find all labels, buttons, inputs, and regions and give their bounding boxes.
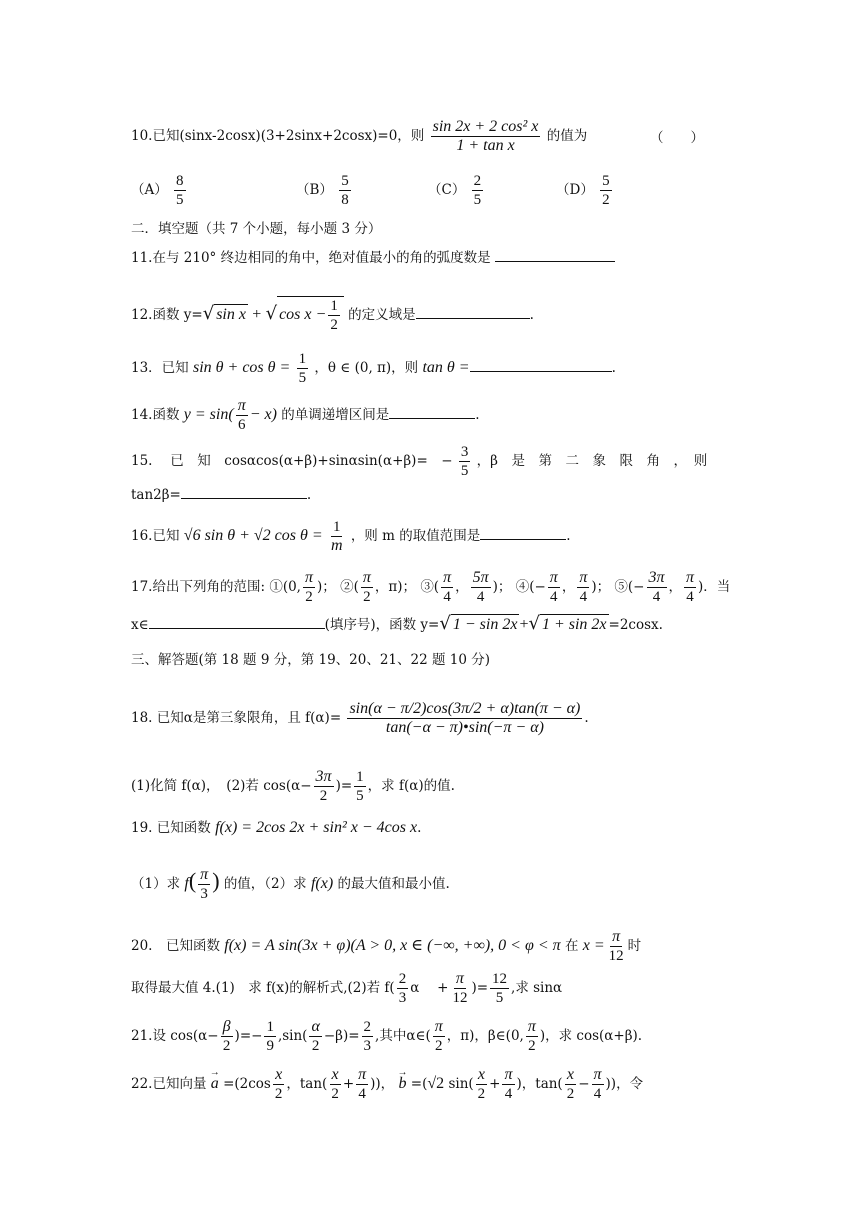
question-18: 18. 已知α是第三象限角，且 f(α)= $\frac{\sin(\alpha - \pi/2)\cos(3\pi/2 + \alpha)\tan(\pi - \alpha)}{\tan(-\alpha - \pi)•\sin(-\pi - \alpha)}$ . [131,700,589,736]
answer-blank[interactable] [470,357,612,372]
question-12: 12.函数 y=√ sin x + √ cos x − $\frac{1}{2}$ 的定义域是 . [131,298,534,333]
question-11: 11.在与 210° 终边相同的角中，绝对值最小的角的弧度数是 [131,247,615,268]
question-10 [131,118,587,155]
question-20-line2: 取得最大值 4.(1) 求 f(x)的解析式,(2)若 f( $\frac{2}{3}$ α + $\frac{\pi}{12}$ )= $\frac{12}{5}$ ,求 sinα [131,970,563,1006]
question-16: 16.已知 √6 sin θ + √2 cos θ = $\frac{1}{m}$ ，则 m 的取值范围是 . [131,519,571,554]
question-20: 20. 已知函数 f(x) = A sin(3x + φ)(A > 0, x ∈ (−∞, +∞), 0 < φ < π 在 x = $\frac{\pi}{12}$ 时 [131,928,642,964]
question-18-parts: (1)化简 f(α)， (2)若 cos(α− $\frac{3\pi}{2}$ )= $\frac{1}{5}$ ，求 f(α)的值. [131,768,455,804]
answer-blank[interactable] [480,525,566,540]
q10-choice-d: （D） $\frac{5}{2}$ [556,173,610,208]
vector-b: → b [398,1074,406,1094]
q10-choice-c: （C） $\frac{2}{5}$ [428,173,482,208]
answer-blank[interactable] [389,404,475,419]
q10-choice-a: （A） $\frac{8}{5}$ [131,173,184,208]
q10-choice-b: （B） $\frac{5}{8}$ [296,173,349,208]
section-3-heading: 三、解答题(第 18 题 9 分，第 19、20、21、22 题 10 分) [131,652,491,668]
question-14: 14.函数 y = sin( $\frac{\pi}{6}$ − x) 的单调递增区间是 . [131,397,480,433]
q10-stem: 10.已知(sinx-2cosx)(3+2sinx+2cosx)=0，则 [131,128,425,144]
answer-blank[interactable] [495,247,615,262]
question-17-line2: x∈ (填序号)，函数 y=√ 1 − sin 2x +√ 1 + sin 2x =2cosx. [131,613,663,634]
question-21: 21.设 cos(α− $\frac{\beta}{2}$ )=− $\frac{1}{9}$ ,sin( $\frac{\alpha}{2}$ −β)= $\frac{2}{3}$ ,其中α∈( $\frac{\pi}{2}$ ，π)，β∈(0, $\frac{\pi}{2}$ )，求 cos(α+β). [131,1018,643,1054]
q10-stem-end: 的值为 [546,128,588,144]
vector-a: → a [211,1074,219,1094]
question-17: 17.给出下列角的范围: ①(0, $\frac{\pi}{2}$ )； ②( $\frac{\pi}{2}$ ，π)； ③( $\frac{\pi}{4}$ ， $\frac{5\pi}{4}$ )； ④(− $\frac{\pi}{4}$ ， $\frac{\pi}{4}$ )； ⑤(− $\frac{3\pi}{4}$ ， $\frac{\pi}{4}$ )．当 [131,569,731,605]
question-19-parts: （1）求 f( $\frac{\pi}{3}$ ) 的值，（2）求 f(x) 的最大值和最小值. [131,866,450,902]
answer-blank[interactable] [416,304,530,319]
question-13: 13．已知 sin θ + cos θ = $\frac{1}{5}$ ，θ ∈ (0, π)，则 tan θ = . [131,351,616,386]
answer-blank[interactable] [181,484,307,499]
section-2-heading: 二．填空题（共 7 个小题，每小题 3 分） [131,221,382,237]
question-15-line2: tan2β= . [131,484,311,505]
question-22: 22.已知向量 → a =(2cos $\frac{x}{2}$ ，tan( $\frac{x}{2}$ + $\frac{\pi}{4}$ ))， → b =(√2 sin( $\frac{x}{2}$ + $\frac{\pi}{4}$ )，tan( $\frac{x}{2}$ − $\frac{\pi}{4}$ ))，令 [131,1066,643,1103]
question-19: 19. 已知函数 f(x) = 2cos 2x + sin² x − 4cos x. [131,819,422,836]
answer-paren: （ ） [650,130,704,146]
answer-blank[interactable] [149,614,325,629]
question-15: 15. 已 知 cosαcos(α+β)+sinαsin(α+β)= − $\frac{3}{5}$ ，β 是 第 二 象 限 角 ， 则 [131,444,708,479]
q10-fraction: $\frac{\text{sin 2x + 2 cos² x}}{\text{1 + tan x}}$ [432,118,539,154]
